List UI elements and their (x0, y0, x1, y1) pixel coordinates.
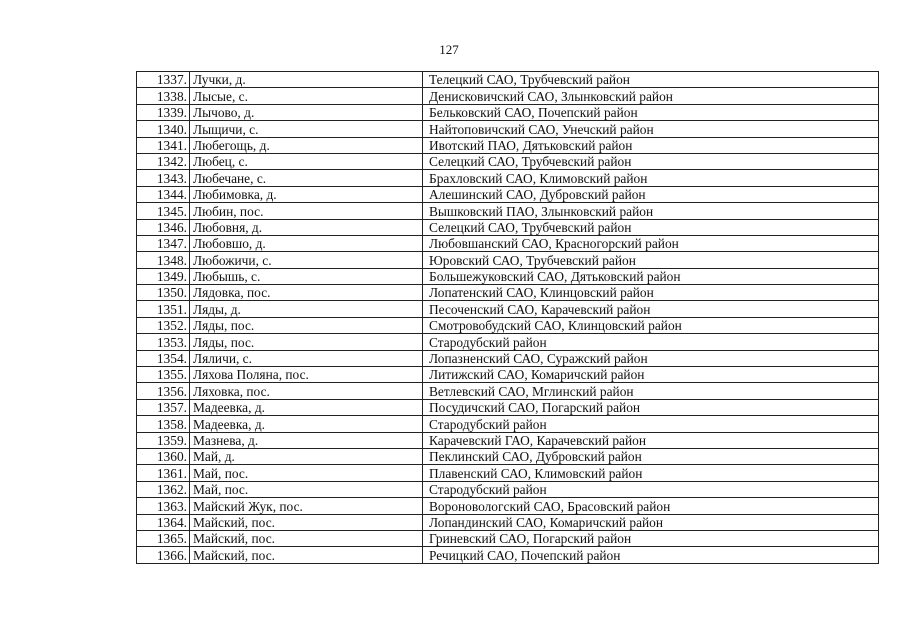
table-row (137, 104, 879, 120)
table-row (137, 121, 879, 137)
settlement-name: Любожичи, с. (190, 252, 423, 268)
administrative-district: Посудичский САО, Погарский район (423, 399, 879, 415)
settlement-name: Лядовка, пос. (190, 285, 423, 301)
row-number: 1352. (137, 317, 190, 333)
administrative-district: Алешинский САО, Дубровский район (423, 186, 879, 202)
administrative-district: Селецкий САО, Трубчевский район (423, 219, 879, 235)
administrative-district: Вышковский ПАО, Злынковский район (423, 203, 879, 219)
settlements-table (136, 71, 879, 564)
settlement-name: Майский, пос. (190, 547, 423, 563)
settlement-name: Любегощь, д. (190, 137, 423, 153)
settlement-name: Ляхова Поляна, пос. (190, 367, 423, 383)
row-number: 1343. (137, 170, 190, 186)
settlement-name: Любовня, д. (190, 219, 423, 235)
settlement-name: Любимовка, д. (190, 186, 423, 202)
administrative-district: Смотровобудский САО, Клинцовский район (423, 317, 879, 333)
settlement-name: Май, д. (190, 448, 423, 464)
row-number: 1365. (137, 530, 190, 546)
page-number: 127 (439, 42, 459, 57)
administrative-district: Пеклинский САО, Дубровский район (423, 448, 879, 464)
administrative-district: Стародубский район (423, 334, 879, 350)
row-number: 1362. (137, 481, 190, 497)
row-number: 1353. (137, 334, 190, 350)
row-number: 1346. (137, 219, 190, 235)
row-number: 1360. (137, 448, 190, 464)
settlement-name: Май, пос. (190, 481, 423, 497)
row-number: 1347. (137, 235, 190, 251)
administrative-district: Стародубский район (423, 416, 879, 432)
settlement-name: Майский Жук, пос. (190, 498, 423, 514)
administrative-district: Лопатенский САО, Клинцовский район (423, 285, 879, 301)
table-row (137, 448, 879, 464)
row-number: 1351. (137, 301, 190, 317)
row-number: 1345. (137, 203, 190, 219)
administrative-district: Литижский САО, Комаричский район (423, 367, 879, 383)
table-row (137, 514, 879, 530)
settlement-name: Ляды, пос. (190, 317, 423, 333)
table-row (137, 153, 879, 169)
row-number: 1342. (137, 153, 190, 169)
table-row (137, 547, 879, 563)
administrative-district: Бельковский САО, Почепский район (423, 104, 879, 120)
row-number: 1359. (137, 432, 190, 448)
table-row (137, 498, 879, 514)
table-row (137, 252, 879, 268)
settlement-name: Лучки, д. (190, 72, 423, 88)
administrative-district: Телецкий САО, Трубчевский район (423, 72, 879, 88)
settlement-name: Мадеевка, д. (190, 416, 423, 432)
table-row (137, 334, 879, 350)
table-row (137, 72, 879, 88)
row-number: 1354. (137, 350, 190, 366)
settlement-name: Майский, пос. (190, 514, 423, 530)
row-number: 1341. (137, 137, 190, 153)
table-row (137, 530, 879, 546)
settlement-name: Ляховка, пос. (190, 383, 423, 399)
table-row (137, 350, 879, 366)
administrative-district: Ивотский ПАО, Дятьковский район (423, 137, 879, 153)
administrative-district: Большежуковский САО, Дятьковский район (423, 268, 879, 284)
row-number: 1357. (137, 399, 190, 415)
administrative-district: Найтоповичский САО, Унечский район (423, 121, 879, 137)
table-row (137, 383, 879, 399)
table-row (137, 203, 879, 219)
table-body (137, 72, 879, 564)
table-row (137, 432, 879, 448)
administrative-district: Стародубский район (423, 481, 879, 497)
row-number: 1363. (137, 498, 190, 514)
administrative-district: Песоченский САО, Карачевский район (423, 301, 879, 317)
administrative-district: Гриневский САО, Погарский район (423, 530, 879, 546)
administrative-district: Лопандинский САО, Комаричский район (423, 514, 879, 530)
administrative-district: Речицкий САО, Почепский район (423, 547, 879, 563)
administrative-district: Юровский САО, Трубчевский район (423, 252, 879, 268)
row-number: 1349. (137, 268, 190, 284)
table-row (137, 235, 879, 251)
row-number: 1340. (137, 121, 190, 137)
row-number: 1361. (137, 465, 190, 481)
table-row (137, 416, 879, 432)
administrative-district: Ветлевский САО, Мглинский район (423, 383, 879, 399)
administrative-district: Карачевский ГАО, Карачевский район (423, 432, 879, 448)
settlement-name: Май, пос. (190, 465, 423, 481)
settlement-name: Лысые, с. (190, 88, 423, 104)
table-row (137, 367, 879, 383)
settlement-name: Майский, пос. (190, 530, 423, 546)
row-number: 1356. (137, 383, 190, 399)
table-row (137, 170, 879, 186)
table-row (137, 465, 879, 481)
administrative-district: Вороновологский САО, Брасовский район (423, 498, 879, 514)
row-number: 1337. (137, 72, 190, 88)
administrative-district: Селецкий САО, Трубчевский район (423, 153, 879, 169)
row-number: 1358. (137, 416, 190, 432)
settlement-name: Любин, пос. (190, 203, 423, 219)
row-number: 1338. (137, 88, 190, 104)
row-number: 1348. (137, 252, 190, 268)
table-row (137, 137, 879, 153)
row-number: 1344. (137, 186, 190, 202)
settlement-name: Любовшо, д. (190, 235, 423, 251)
row-number: 1366. (137, 547, 190, 563)
administrative-district: Плавенский САО, Климовский район (423, 465, 879, 481)
table-row (137, 301, 879, 317)
settlement-name: Ляды, пос. (190, 334, 423, 350)
administrative-district: Брахловский САО, Климовский район (423, 170, 879, 186)
table-row (137, 285, 879, 301)
table-row (137, 399, 879, 415)
table-row (137, 88, 879, 104)
settlement-name: Любечане, с. (190, 170, 423, 186)
administrative-district: Денисковичский САО, Злынковский район (423, 88, 879, 104)
table-row (137, 481, 879, 497)
table-row (137, 317, 879, 333)
table-row (137, 186, 879, 202)
table-row (137, 268, 879, 284)
table-row (137, 219, 879, 235)
administrative-district: Лопазненский САО, Суражский район (423, 350, 879, 366)
settlement-name: Ляды, д. (190, 301, 423, 317)
settlement-name: Лыщичи, с. (190, 121, 423, 137)
settlement-name: Мазнева, д. (190, 432, 423, 448)
row-number: 1355. (137, 367, 190, 383)
row-number: 1364. (137, 514, 190, 530)
settlement-name: Любышь, с. (190, 268, 423, 284)
row-number: 1350. (137, 285, 190, 301)
settlement-name: Мадеевка, д. (190, 399, 423, 415)
row-number: 1339. (137, 104, 190, 120)
administrative-district: Любовшанский САО, Красногорский район (423, 235, 879, 251)
settlement-name: Ляличи, с. (190, 350, 423, 366)
settlement-name: Любец, с. (190, 153, 423, 169)
settlement-name: Лычово, д. (190, 104, 423, 120)
